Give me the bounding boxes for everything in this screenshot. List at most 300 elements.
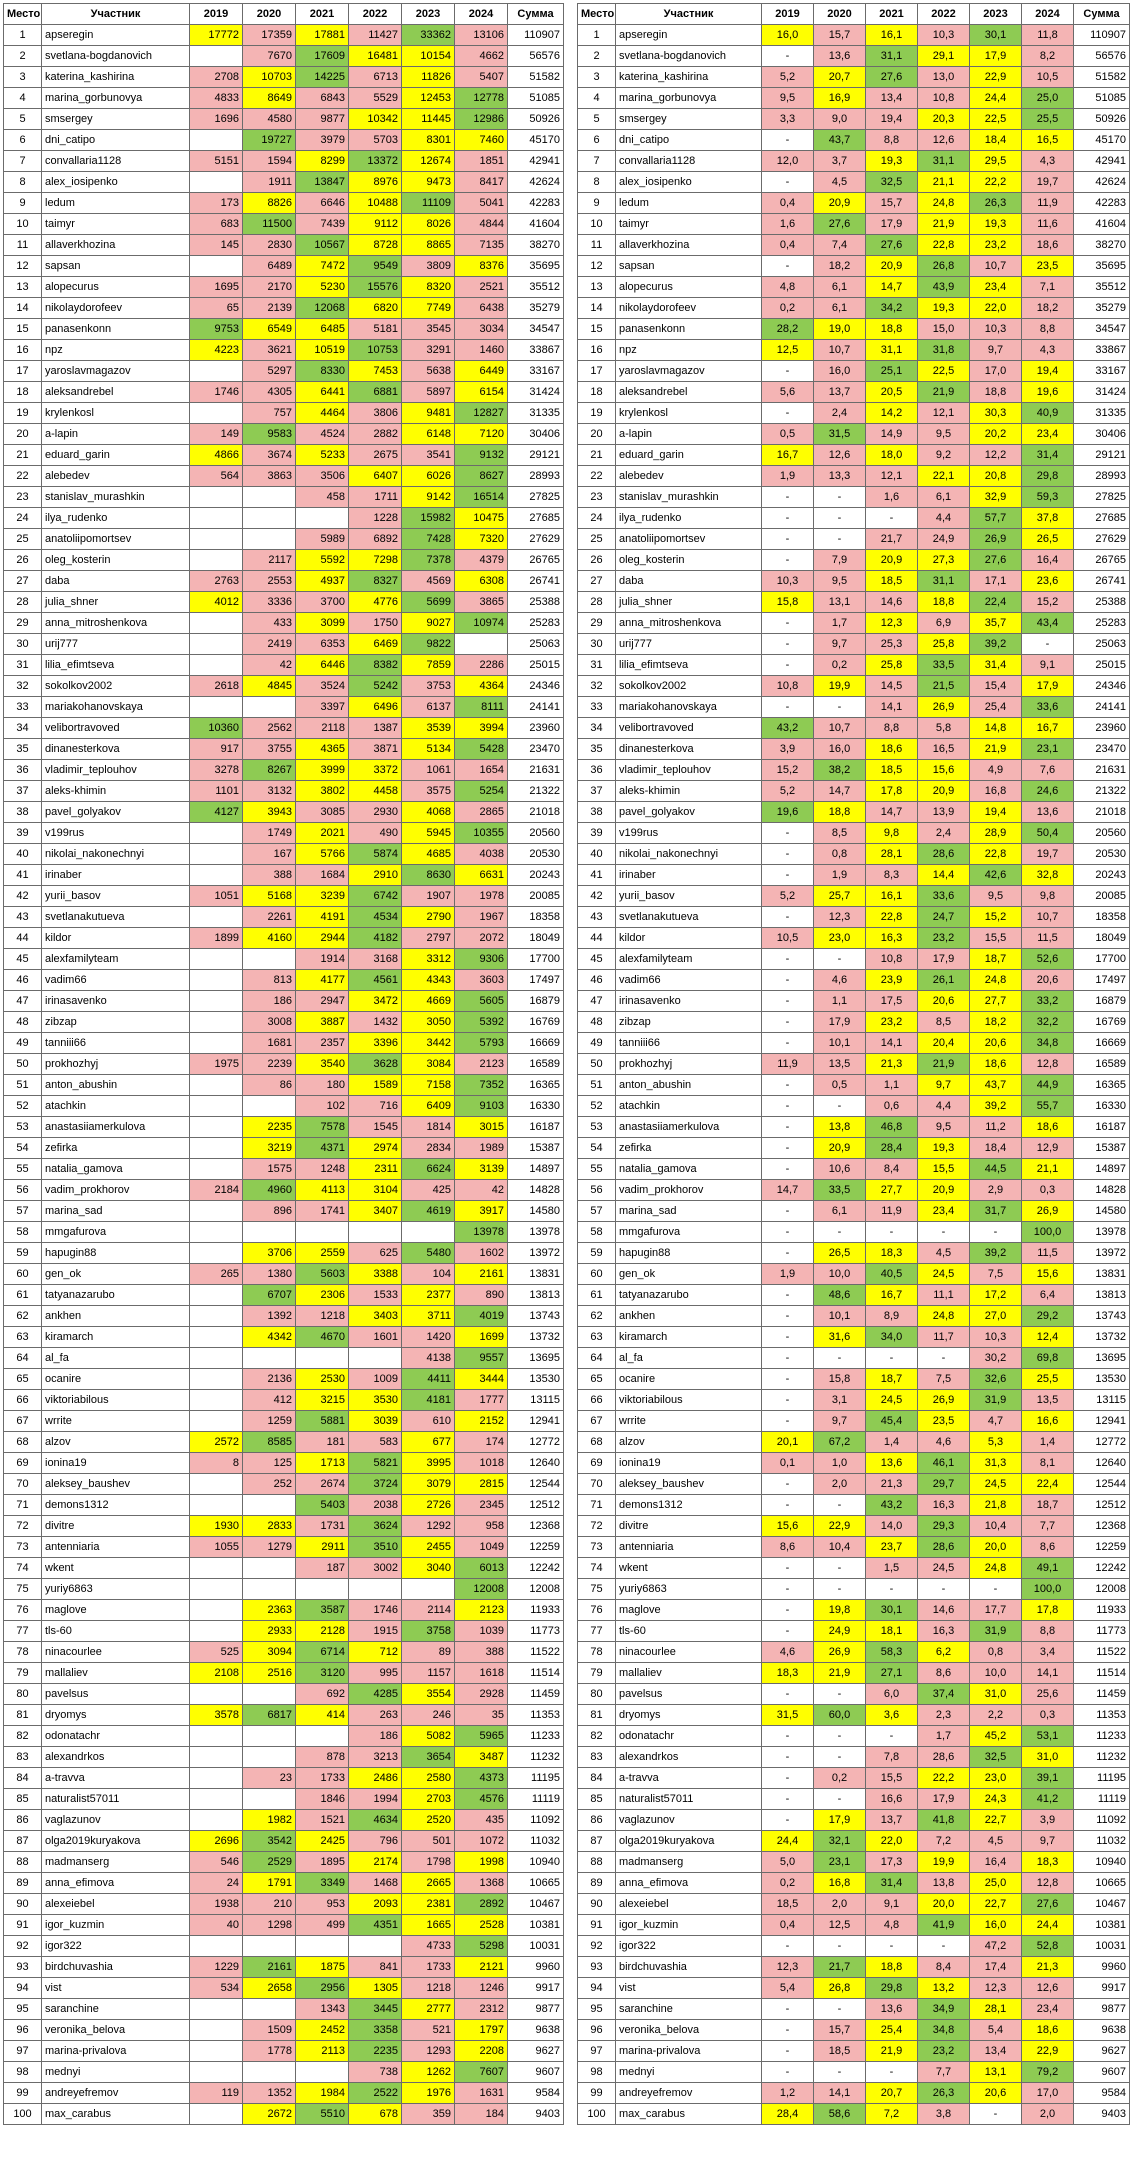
year-value-cell: 3104 <box>349 1180 402 1201</box>
year-value-cell: 18,5 <box>866 571 918 592</box>
sum-cell: 13813 <box>1074 1285 1130 1306</box>
year-value-cell: 31,5 <box>814 424 866 445</box>
year-value-cell <box>190 1495 243 1516</box>
participant-cell: anna_mitroshenkova <box>616 613 762 634</box>
year-value-cell: 2,4 <box>918 823 970 844</box>
rank-cell: 12 <box>578 256 616 277</box>
sum-cell: 9917 <box>508 1978 564 1999</box>
table-row <box>4 1537 564 1558</box>
year-value-cell: 3865 <box>455 592 508 613</box>
participant-cell: vadim66 <box>42 970 190 991</box>
year-value-cell: 27,6 <box>866 235 918 256</box>
year-value-cell: 17881 <box>296 25 349 46</box>
year-value-cell: 18,7 <box>866 1369 918 1390</box>
year-value-cell: 2038 <box>349 1495 402 1516</box>
table-row <box>578 235 1130 256</box>
year-value-cell: 9142 <box>402 487 455 508</box>
year-value-cell <box>190 1033 243 1054</box>
year-value-cell: 42 <box>455 1180 508 1201</box>
year-value-cell: 3943 <box>243 802 296 823</box>
year-value-cell <box>190 1285 243 1306</box>
year-value-cell: 20,6 <box>970 2083 1022 2104</box>
year-value-cell: 1797 <box>455 2020 508 2041</box>
rank-cell: 99 <box>4 2083 42 2104</box>
year-value-cell: 1777 <box>455 1390 508 1411</box>
table-row <box>578 1264 1130 1285</box>
year-value-cell: 10360 <box>190 718 243 739</box>
year-value-cell: 1,1 <box>814 991 866 1012</box>
year-value-cell: 15576 <box>349 277 402 298</box>
participant-cell: taimyr <box>616 214 762 235</box>
participant-cell: alopecurus <box>42 277 190 298</box>
year-value-cell: 1157 <box>402 1663 455 1684</box>
year-value-cell: 8,4 <box>866 1159 918 1180</box>
year-value-cell: 12778 <box>455 88 508 109</box>
sum-cell: 16330 <box>1074 1096 1130 1117</box>
year-value-cell: - <box>814 1096 866 1117</box>
year-value-cell: 19,9 <box>814 676 866 697</box>
year-value-cell: 7,5 <box>970 1264 1022 1285</box>
year-value-cell <box>190 1075 243 1096</box>
rank-cell: 74 <box>578 1558 616 1579</box>
table-row <box>4 67 564 88</box>
year-value-cell: 1259 <box>243 1411 296 1432</box>
year-value-cell: 2357 <box>296 1033 349 1054</box>
sum-cell: 11459 <box>508 1684 564 1705</box>
year-value-cell: 1509 <box>243 2020 296 2041</box>
year-value-cell: 14,6 <box>918 1600 970 1621</box>
rank-cell: 85 <box>578 1789 616 1810</box>
column-header: 2020 <box>814 4 866 25</box>
year-value-cell: 9753 <box>190 319 243 340</box>
table-row <box>578 655 1130 676</box>
year-value-cell: 15,2 <box>970 907 1022 928</box>
year-value-cell: 2790 <box>402 907 455 928</box>
year-value-cell: 5603 <box>296 1264 349 1285</box>
year-value-cell: 15,0 <box>918 319 970 340</box>
year-value-cell: 1846 <box>296 1789 349 1810</box>
sum-cell: 24346 <box>508 676 564 697</box>
year-value-cell: 13,9 <box>918 802 970 823</box>
sum-cell: 20560 <box>508 823 564 844</box>
year-value-cell: 19,6 <box>1022 382 1074 403</box>
year-value-cell: 16,4 <box>970 1852 1022 1873</box>
year-value-cell: 4685 <box>402 844 455 865</box>
year-value-cell: 0,3 <box>1022 1180 1074 1201</box>
year-value-cell <box>243 487 296 508</box>
participant-cell: vaglazunov <box>42 1810 190 1831</box>
year-value-cell: 60,0 <box>814 1705 866 1726</box>
year-value-cell: 28,2 <box>762 319 814 340</box>
year-value-cell: 2377 <box>402 1285 455 1306</box>
year-value-cell: 958 <box>455 1516 508 1537</box>
year-value-cell: 2345 <box>455 1495 508 1516</box>
participant-cell: andreyefremov <box>616 2083 762 2104</box>
year-value-cell <box>243 1726 296 1747</box>
year-value-cell: 2708 <box>190 67 243 88</box>
year-value-cell: 22,8 <box>866 907 918 928</box>
rank-cell: 14 <box>4 298 42 319</box>
year-value-cell: 414 <box>296 1705 349 1726</box>
year-value-cell: 17359 <box>243 25 296 46</box>
participant-cell: alopecurus <box>616 277 762 298</box>
year-value-cell: 15,5 <box>970 928 1022 949</box>
year-value-cell: 2933 <box>243 1621 296 1642</box>
year-value-cell <box>296 1579 349 1600</box>
participant-cell: nikolaydorofeev <box>616 298 762 319</box>
year-value-cell: 2208 <box>455 2041 508 2062</box>
year-value-cell: 30,3 <box>970 403 1022 424</box>
year-value-cell: 10,7 <box>970 256 1022 277</box>
year-value-cell: 11,2 <box>970 1117 1022 1138</box>
year-value-cell: 23,1 <box>1022 739 1074 760</box>
year-value-cell: 11427 <box>349 25 402 46</box>
participant-cell: yurii_basov <box>42 886 190 907</box>
rank-cell: 32 <box>578 676 616 697</box>
year-value-cell: 3711 <box>402 1306 455 1327</box>
year-value-cell: 9,7 <box>814 634 866 655</box>
participant-cell: kildor <box>616 928 762 949</box>
left-ranking-table <box>3 3 564 2125</box>
year-value-cell: 3084 <box>402 1054 455 1075</box>
year-value-cell: 32,9 <box>970 487 1022 508</box>
participant-cell: ilya_rudenko <box>42 508 190 529</box>
sum-cell: 10665 <box>508 1873 564 1894</box>
year-value-cell: - <box>762 508 814 529</box>
year-value-cell: 29,2 <box>1022 1306 1074 1327</box>
rank-cell: 1 <box>578 25 616 46</box>
participant-cell: stanislav_murashkin <box>616 487 762 508</box>
year-value-cell <box>349 1222 402 1243</box>
year-value-cell: 29,3 <box>918 1516 970 1537</box>
year-value-cell <box>190 697 243 718</box>
year-value-cell: - <box>970 1579 1022 1600</box>
year-value-cell: 4,5 <box>970 1831 1022 1852</box>
year-value-cell: 23,4 <box>1022 1999 1074 2020</box>
table-row <box>4 1915 564 1936</box>
table-row <box>578 1222 1130 1243</box>
table-row <box>4 319 564 340</box>
year-value-cell: 32,1 <box>814 1831 866 1852</box>
column-header: Участник <box>616 4 762 25</box>
year-value-cell: 5480 <box>402 1243 455 1264</box>
year-value-cell: 878 <box>296 1747 349 1768</box>
table-row <box>578 991 1130 1012</box>
sum-cell: 14828 <box>508 1180 564 1201</box>
year-value-cell <box>190 1138 243 1159</box>
year-value-cell: 2161 <box>455 1264 508 1285</box>
table-row <box>4 2020 564 2041</box>
year-value-cell: 22,8 <box>970 844 1022 865</box>
participant-cell: maglove <box>42 1600 190 1621</box>
year-value-cell <box>190 1789 243 1810</box>
sum-cell: 45170 <box>508 130 564 151</box>
sum-cell: 41604 <box>1074 214 1130 235</box>
year-value-cell: 1,4 <box>1022 1432 1074 1453</box>
year-value-cell <box>190 1768 243 1789</box>
year-value-cell: 18,0 <box>866 445 918 466</box>
table-row <box>4 508 564 529</box>
participant-cell: lilia_efimtseva <box>616 655 762 676</box>
sum-cell: 16879 <box>508 991 564 1012</box>
rank-cell: 26 <box>4 550 42 571</box>
rank-cell: 9 <box>578 193 616 214</box>
year-value-cell: 9,8 <box>1022 886 1074 907</box>
year-value-cell: 2,2 <box>970 1705 1022 1726</box>
year-value-cell: 9473 <box>402 172 455 193</box>
year-value-cell: 11445 <box>402 109 455 130</box>
year-value-cell: 1293 <box>402 2041 455 2062</box>
year-value-cell: 3,8 <box>918 2104 970 2125</box>
year-value-cell: 263 <box>349 1705 402 1726</box>
year-value-cell: 20,0 <box>970 1537 1022 1558</box>
rank-cell: 57 <box>578 1201 616 1222</box>
year-value-cell <box>243 508 296 529</box>
year-value-cell: 23 <box>243 1768 296 1789</box>
participant-cell: ilya_rudenko <box>616 508 762 529</box>
rank-cell: 76 <box>4 1600 42 1621</box>
year-value-cell: 125 <box>243 1453 296 1474</box>
year-value-cell: 7120 <box>455 424 508 445</box>
participant-cell: daba <box>616 571 762 592</box>
rank-cell: 70 <box>578 1474 616 1495</box>
year-value-cell: 1343 <box>296 1999 349 2020</box>
year-value-cell: 9,5 <box>970 886 1022 907</box>
year-value-cell: 1733 <box>402 1957 455 1978</box>
sum-cell: 14828 <box>1074 1180 1130 1201</box>
year-value-cell: 10342 <box>349 109 402 130</box>
year-value-cell: 28,4 <box>762 2104 814 2125</box>
rank-cell: 14 <box>578 298 616 319</box>
year-value-cell: 28,4 <box>866 1138 918 1159</box>
participant-cell: ninacourlee <box>616 1642 762 1663</box>
table-row <box>578 1075 1130 1096</box>
sum-cell: 10467 <box>508 1894 564 1915</box>
sum-cell: 24141 <box>1074 697 1130 718</box>
year-value-cell: 18,2 <box>814 256 866 277</box>
year-value-cell: - <box>762 487 814 508</box>
year-value-cell: 3219 <box>243 1138 296 1159</box>
sum-cell: 16669 <box>508 1033 564 1054</box>
participant-cell: aleksey_baushev <box>42 1474 190 1495</box>
year-value-cell: - <box>814 1789 866 1810</box>
year-value-cell: 4458 <box>349 781 402 802</box>
sum-cell: 23960 <box>508 718 564 739</box>
year-value-cell: 13,1 <box>970 2062 1022 2083</box>
participant-cell: panasenkonn <box>616 319 762 340</box>
rank-cell: 98 <box>578 2062 616 2083</box>
year-value-cell: 5168 <box>243 886 296 907</box>
participant-cell: dryomys <box>616 1705 762 1726</box>
year-value-cell: 19,4 <box>866 109 918 130</box>
rank-cell: 20 <box>578 424 616 445</box>
participant-cell: svetlanakutueva <box>616 907 762 928</box>
rank-cell: 22 <box>578 466 616 487</box>
rank-cell: 63 <box>4 1327 42 1348</box>
participant-cell: alexeiebel <box>616 1894 762 1915</box>
table-row <box>4 865 564 886</box>
year-value-cell: 13,3 <box>814 466 866 487</box>
sum-cell: 11514 <box>508 1663 564 1684</box>
year-value-cell <box>190 529 243 550</box>
rank-cell: 49 <box>4 1033 42 1054</box>
sum-cell: 35512 <box>1074 277 1130 298</box>
year-value-cell: - <box>762 1369 814 1390</box>
year-value-cell: 28,6 <box>918 844 970 865</box>
year-value-cell: 19,4 <box>1022 361 1074 382</box>
year-value-cell: 425 <box>402 1180 455 1201</box>
year-value-cell: 186 <box>243 991 296 1012</box>
year-value-cell: 12,3 <box>814 907 866 928</box>
rank-cell: 29 <box>4 613 42 634</box>
table-row <box>578 2020 1130 2041</box>
year-value-cell: 6881 <box>349 382 402 403</box>
year-value-cell: 2797 <box>402 928 455 949</box>
year-value-cell: 3802 <box>296 781 349 802</box>
table-row <box>578 1537 1130 1558</box>
rank-cell: 44 <box>4 928 42 949</box>
year-value-cell: 25,8 <box>918 634 970 655</box>
rank-cell: 37 <box>4 781 42 802</box>
table-row <box>578 109 1130 130</box>
table-row <box>4 2104 564 2125</box>
year-value-cell: 2381 <box>402 1894 455 1915</box>
sum-cell: 14580 <box>1074 1201 1130 1222</box>
year-value-cell: 39,2 <box>970 1096 1022 1117</box>
year-value-cell: 4411 <box>402 1369 455 1390</box>
table-row <box>4 1474 564 1495</box>
table-row <box>4 823 564 844</box>
rank-cell: 13 <box>578 277 616 298</box>
year-value-cell: 34,8 <box>1022 1033 1074 1054</box>
table-row <box>578 172 1130 193</box>
year-value-cell: 7749 <box>402 298 455 319</box>
table-row <box>4 1810 564 1831</box>
rank-cell: 52 <box>578 1096 616 1117</box>
year-value-cell: 388 <box>455 1642 508 1663</box>
year-value-cell <box>243 1096 296 1117</box>
year-value-cell: - <box>814 1936 866 1957</box>
year-value-cell: 17,4 <box>970 1957 1022 1978</box>
year-value-cell: 3871 <box>349 739 402 760</box>
table-row <box>4 235 564 256</box>
year-value-cell: 19,6 <box>762 802 814 823</box>
year-value-cell: 678 <box>349 2104 402 2125</box>
year-value-cell: 6,2 <box>918 1642 970 1663</box>
year-value-cell: - <box>762 1726 814 1747</box>
participant-cell: vladimir_teplouhov <box>42 760 190 781</box>
year-value-cell: 4365 <box>296 739 349 760</box>
rank-cell: 25 <box>4 529 42 550</box>
year-value-cell: 14,5 <box>866 676 918 697</box>
year-value-cell <box>190 1684 243 1705</box>
participant-cell: urij777 <box>616 634 762 655</box>
year-value-cell: 28,6 <box>918 1747 970 1768</box>
year-value-cell: 19,3 <box>970 214 1022 235</box>
year-value-cell: 1696 <box>190 109 243 130</box>
table-row <box>4 214 564 235</box>
year-value-cell <box>190 1117 243 1138</box>
year-value-cell: 712 <box>349 1642 402 1663</box>
year-value-cell: 8 <box>190 1453 243 1474</box>
sum-cell: 12544 <box>508 1474 564 1495</box>
year-value-cell: 2123 <box>455 1054 508 1075</box>
year-value-cell: 3706 <box>243 1243 296 1264</box>
participant-cell: naturalist57011 <box>616 1789 762 1810</box>
year-value-cell: 25,7 <box>814 886 866 907</box>
year-value-cell: 4937 <box>296 571 349 592</box>
year-value-cell: 40,9 <box>1022 403 1074 424</box>
year-value-cell: 43,2 <box>866 1495 918 1516</box>
sum-cell: 13972 <box>508 1243 564 1264</box>
year-value-cell: 18,5 <box>866 760 918 781</box>
year-value-cell: 6409 <box>402 1096 455 1117</box>
year-value-cell: 2529 <box>243 1852 296 1873</box>
year-value-cell: 20,9 <box>918 781 970 802</box>
year-value-cell: 3336 <box>243 592 296 613</box>
year-value-cell: 2136 <box>243 1369 296 1390</box>
sum-cell: 13530 <box>1074 1369 1130 1390</box>
year-value-cell: 18,7 <box>1022 1495 1074 1516</box>
participant-cell: saranchine <box>616 1999 762 2020</box>
rank-cell: 54 <box>578 1138 616 1159</box>
year-value-cell: 20,4 <box>918 1033 970 1054</box>
year-value-cell: - <box>814 529 866 550</box>
rank-cell: 94 <box>578 1978 616 1999</box>
year-value-cell: 27,0 <box>970 1306 1022 1327</box>
participant-cell: pavelsus <box>42 1684 190 1705</box>
sum-cell: 12772 <box>1074 1432 1130 1453</box>
year-value-cell: 10974 <box>455 613 508 634</box>
sum-cell: 25063 <box>508 634 564 655</box>
year-value-cell: 2658 <box>243 1978 296 1999</box>
year-value-cell: 21,1 <box>918 172 970 193</box>
year-value-cell: 1,7 <box>918 1726 970 1747</box>
year-value-cell: 2672 <box>243 2104 296 2125</box>
year-value-cell <box>349 1348 402 1369</box>
table-row <box>4 298 564 319</box>
year-value-cell: 1380 <box>243 1264 296 1285</box>
table-row <box>4 991 564 1012</box>
rank-cell: 7 <box>578 151 616 172</box>
rank-cell: 79 <box>4 1663 42 1684</box>
year-value-cell: 9103 <box>455 1096 508 1117</box>
participant-cell: sokolkov2002 <box>42 676 190 697</box>
year-value-cell: 13,6 <box>814 46 866 67</box>
sum-cell: 11092 <box>1074 1810 1130 1831</box>
participant-cell: velibortravoved <box>42 718 190 739</box>
year-value-cell: 841 <box>349 1957 402 1978</box>
rank-cell: 67 <box>578 1411 616 1432</box>
year-value-cell: 8,8 <box>1022 319 1074 340</box>
participant-cell: mariakohanovskaya <box>616 697 762 718</box>
sum-cell: 12242 <box>1074 1558 1130 1579</box>
table-row <box>578 865 1130 886</box>
year-value-cell: - <box>762 655 814 676</box>
year-value-cell: 31,1 <box>918 151 970 172</box>
sum-cell: 10031 <box>1074 1936 1130 1957</box>
year-value-cell: 12674 <box>402 151 455 172</box>
year-value-cell: 757 <box>243 403 296 424</box>
table-row <box>4 2062 564 2083</box>
year-value-cell: 5403 <box>296 1495 349 1516</box>
year-value-cell: 1018 <box>455 1453 508 1474</box>
year-value-cell <box>190 823 243 844</box>
year-value-cell: 43,7 <box>970 1075 1022 1096</box>
year-value-cell: 17,0 <box>1022 2083 1074 2104</box>
sum-cell: 13732 <box>508 1327 564 1348</box>
rank-cell: 4 <box>578 88 616 109</box>
